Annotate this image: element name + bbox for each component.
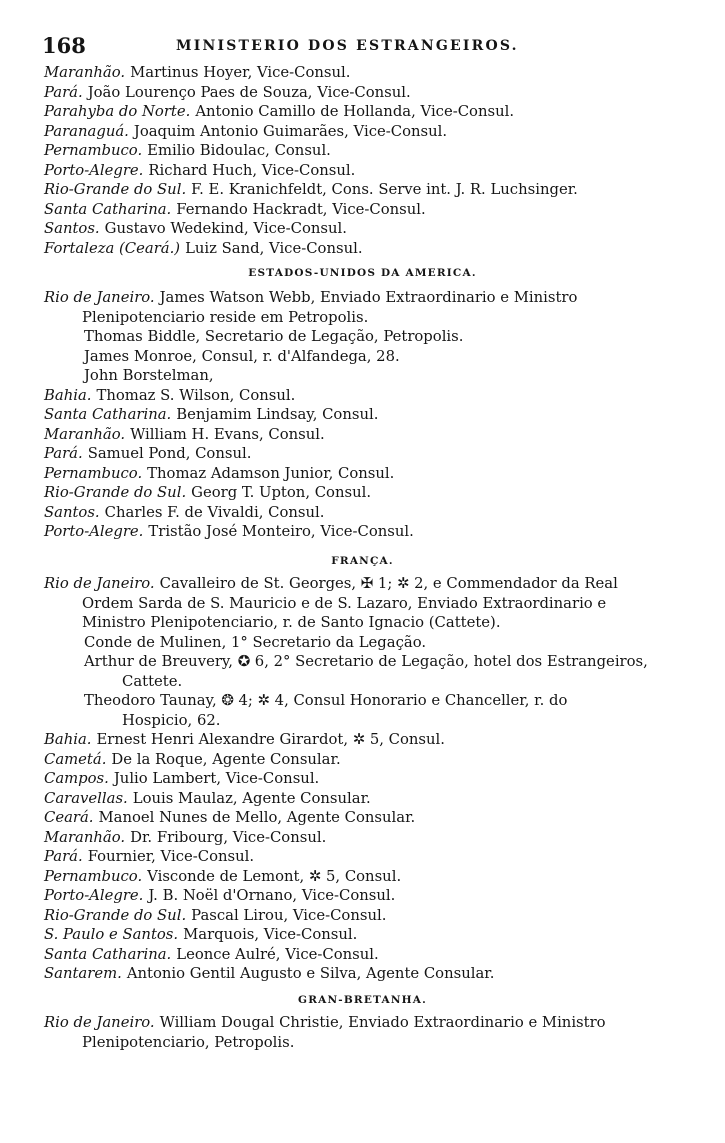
entry-text: Theodoro Taunay, ❂ 4; ✲ 4, Consul Honorario e Chanceller, r. do: [84, 692, 568, 709]
entry-text: Julio Lambert, Vice-Consul.: [113, 770, 320, 787]
directory-entry: [64, 347, 684, 367]
entry-text: Cavalleiro de St. Georges, ✠ 1; ✲ 2, e Commendador da Real: [159, 575, 618, 592]
directory-entry: [44, 750, 684, 770]
directory-entry: [44, 867, 684, 887]
directory-entry: [44, 769, 684, 789]
entry-text: Pascal Lirou, Vice-Consul.: [191, 906, 387, 924]
entry-text: John Borstelman,: [84, 367, 214, 384]
directory-entry: [44, 789, 684, 809]
entry-place: Santa Catharina.: [44, 945, 172, 963]
entry-place: Pará.: [44, 445, 83, 462]
directory-entry: [44, 141, 684, 161]
section-heading-gran-bretanha: GRAN-BRETANHA.: [298, 994, 427, 1006]
entry-place: S. Paulo e Santos.: [44, 926, 179, 943]
entry-continuation: Plenipotenciario, Petropolis.: [82, 1033, 295, 1051]
directory-entry: [44, 945, 684, 965]
entry-text: Emilio Bidoulac, Consul.: [147, 142, 331, 159]
directory-entry: [44, 886, 684, 906]
section-gran-bretanha: [44, 1013, 684, 1052]
entry-place: Pernambuco.: [44, 464, 143, 482]
entry-place: Parahyba do Norte.: [44, 103, 191, 120]
entry-place: Maranhão.: [44, 828, 126, 846]
directory-entry: [44, 522, 684, 542]
directory-entry: [44, 405, 684, 425]
entry-text: Dr. Fribourg, Vice-Consul.: [130, 828, 327, 846]
entry-place: Pernambuco.: [44, 867, 143, 885]
directory-entry: [44, 219, 684, 239]
entry-place: Maranhão.: [44, 425, 126, 443]
entry-text: Leonce Aulré, Vice-Consul.: [176, 945, 379, 963]
directory-entry: [44, 828, 684, 848]
directory-entry: [44, 730, 684, 750]
directory-entry: [44, 503, 684, 523]
entry-place: Rio-Grande do Sul.: [44, 484, 187, 501]
entry-place: Ceará.: [44, 809, 94, 826]
directory-entry: [44, 288, 684, 327]
directory-entry: [44, 102, 684, 122]
directory-entry: [64, 633, 684, 653]
entry-text: Antonio Gentil Augusto e Silva, Agente Consular.: [126, 965, 495, 982]
directory-entry: [64, 652, 684, 691]
directory-entry: [44, 425, 684, 445]
entry-text: Joaquim Antonio Guimarães, Vice-Consul.: [133, 122, 448, 140]
entry-continuation: Hospicio, 62.: [122, 711, 221, 729]
entry-place: Maranhão.: [44, 64, 126, 81]
section-estados-unidos: [44, 288, 684, 542]
directory-entry: [44, 386, 684, 406]
directory-entry: [64, 366, 684, 386]
entry-text: J. B. Noël d'Ornano, Vice-Consul.: [148, 887, 396, 904]
entry-text: Martinus Hoyer, Vice-Consul.: [130, 64, 351, 81]
directory-entry: [44, 847, 684, 867]
directory-entry: [44, 925, 684, 945]
entry-text: William Dougal Christie, Enviado Extraordinario e Ministro: [159, 1014, 606, 1031]
entry-place: Santa Catharina.: [44, 200, 172, 218]
entry-place: Pará.: [44, 83, 83, 101]
page-header: [40, 33, 715, 63]
directory-entry: [44, 444, 684, 464]
entry-continuation: Ordem Sarda de S. Mauricio e de S. Lazaro, Enviado Extraordinario e: [82, 594, 607, 612]
entry-text: Gustavo Wedekind, Vice-Consul.: [104, 220, 347, 237]
directory-entry: [44, 483, 684, 503]
entry-continuation: Plenipotenciario reside em Petropolis.: [82, 308, 369, 326]
entry-place: Porto-Alegre.: [44, 887, 144, 904]
entry-text: William H. Evans, Consul.: [130, 425, 325, 443]
entry-place: Santos.: [44, 503, 100, 521]
entry-text: Richard Huch, Vice-Consul.: [148, 161, 356, 179]
page-number: 168: [42, 33, 86, 58]
entry-text: James Monroe, Consul, r. d'Alfandega, 28.: [84, 347, 400, 365]
entry-text: Marquois, Vice-Consul.: [183, 926, 358, 943]
entry-place: Santarem.: [44, 965, 122, 982]
entry-place: Cametá.: [44, 750, 107, 768]
running-title: MINISTERIO DOS ESTRANGEIROS.: [176, 38, 519, 54]
entry-text: Manoel Nunes de Mello, Agente Consular.: [98, 809, 416, 826]
entry-text: Tristão José Monteiro, Vice-Consul.: [148, 523, 414, 540]
entry-place: Rio-Grande do Sul.: [44, 181, 187, 198]
entry-text: Louis Maulaz, Agente Consular.: [132, 789, 371, 807]
directory-entry: [44, 161, 684, 181]
entry-text: Visconde de Lemont, ✲ 5, Consul.: [147, 867, 402, 885]
entry-place: Pernambuco.: [44, 142, 143, 159]
entry-text: Thomas Biddle, Secretario de Legação, Petropolis.: [84, 328, 464, 345]
entry-text: De la Roque, Agente Consular.: [111, 750, 341, 768]
entry-text: Luiz Sand, Vice-Consul.: [185, 239, 363, 257]
entry-place: Bahia.: [44, 731, 92, 748]
section-heading-estados-unidos: ESTADOS-UNIDOS DA AMERICA.: [248, 267, 477, 279]
entry-place: Santa Catharina.: [44, 406, 172, 423]
directory-entry: [44, 180, 684, 200]
entry-place: Bahia.: [44, 386, 92, 404]
entry-text: Samuel Pond, Consul.: [87, 445, 252, 462]
directory-entry: [44, 83, 684, 103]
entry-text: Fournier, Vice-Consul.: [87, 848, 255, 865]
directory-entry: [44, 200, 684, 220]
entry-place: Rio de Janeiro.: [44, 575, 155, 592]
entry-place: Campos.: [44, 770, 109, 787]
entry-place: Caravellas.: [44, 789, 128, 807]
directory-entry: [44, 63, 684, 83]
directory-entry: [64, 691, 684, 730]
entry-text: Conde de Mulinen, 1° Secretario da Legação.: [84, 633, 427, 651]
entry-text: Charles F. de Vivaldi, Consul.: [104, 503, 325, 521]
entry-text: Ernest Henri Alexandre Girardot, ✲ 5, Consul.: [96, 731, 445, 748]
entry-text: Georg T. Upton, Consul.: [191, 484, 372, 501]
entry-place: Porto-Alegre.: [44, 523, 144, 540]
section-heading-franca: FRANÇA.: [331, 555, 394, 567]
entry-text: Thomaz Adamson Junior, Consul.: [147, 464, 395, 482]
entry-place: Rio de Janeiro.: [44, 1014, 155, 1031]
entry-text: James Watson Webb, Enviado Extraordinario e Ministro: [159, 289, 578, 306]
entry-text: F. E. Kranichfeldt, Cons. Serve int. J. R. Luchsinger.: [191, 181, 578, 198]
directory-entry: [44, 574, 684, 633]
directory-entry: [44, 1013, 684, 1052]
entry-text: João Lourenço Paes de Souza, Vice-Consul.: [87, 83, 411, 101]
entry-place: Rio-Grande do Sul.: [44, 906, 187, 924]
entry-text: Arthur de Breuvery, ✪ 6, 2° Secretario de Legação, hotel dos Estrangeiros,: [84, 653, 648, 670]
directory-entry: [44, 122, 684, 142]
directory-entry: [44, 464, 684, 484]
directory-entry: [44, 964, 684, 984]
entry-place: Porto-Alegre.: [44, 161, 144, 179]
entry-place: Rio de Janeiro.: [44, 289, 155, 306]
directory-entry: [44, 808, 684, 828]
entry-text: Thomaz S. Wilson, Consul.: [96, 386, 296, 404]
entry-place: Fortaleza (Ceará.): [44, 239, 181, 257]
directory-entry: [64, 327, 684, 347]
entry-continuation: Ministro Plenipotenciario, r. de Santo Ignacio (Cattete).: [82, 614, 501, 631]
entry-place: Santos.: [44, 220, 100, 237]
entry-text: Antonio Camillo de Hollanda, Vice-Consul.: [195, 103, 515, 120]
directory-entry: [44, 906, 684, 926]
section-franca: [44, 574, 684, 984]
entry-place: Paranaguá.: [44, 122, 129, 140]
entry-text: Benjamim Lindsay, Consul.: [176, 406, 379, 423]
entry-place: Pará.: [44, 848, 83, 865]
entry-continuation: Cattete.: [122, 672, 183, 690]
directory-entry: [44, 239, 684, 259]
section-continuation: [44, 63, 684, 258]
entry-text: Fernando Hackradt, Vice-Consul.: [176, 200, 426, 218]
